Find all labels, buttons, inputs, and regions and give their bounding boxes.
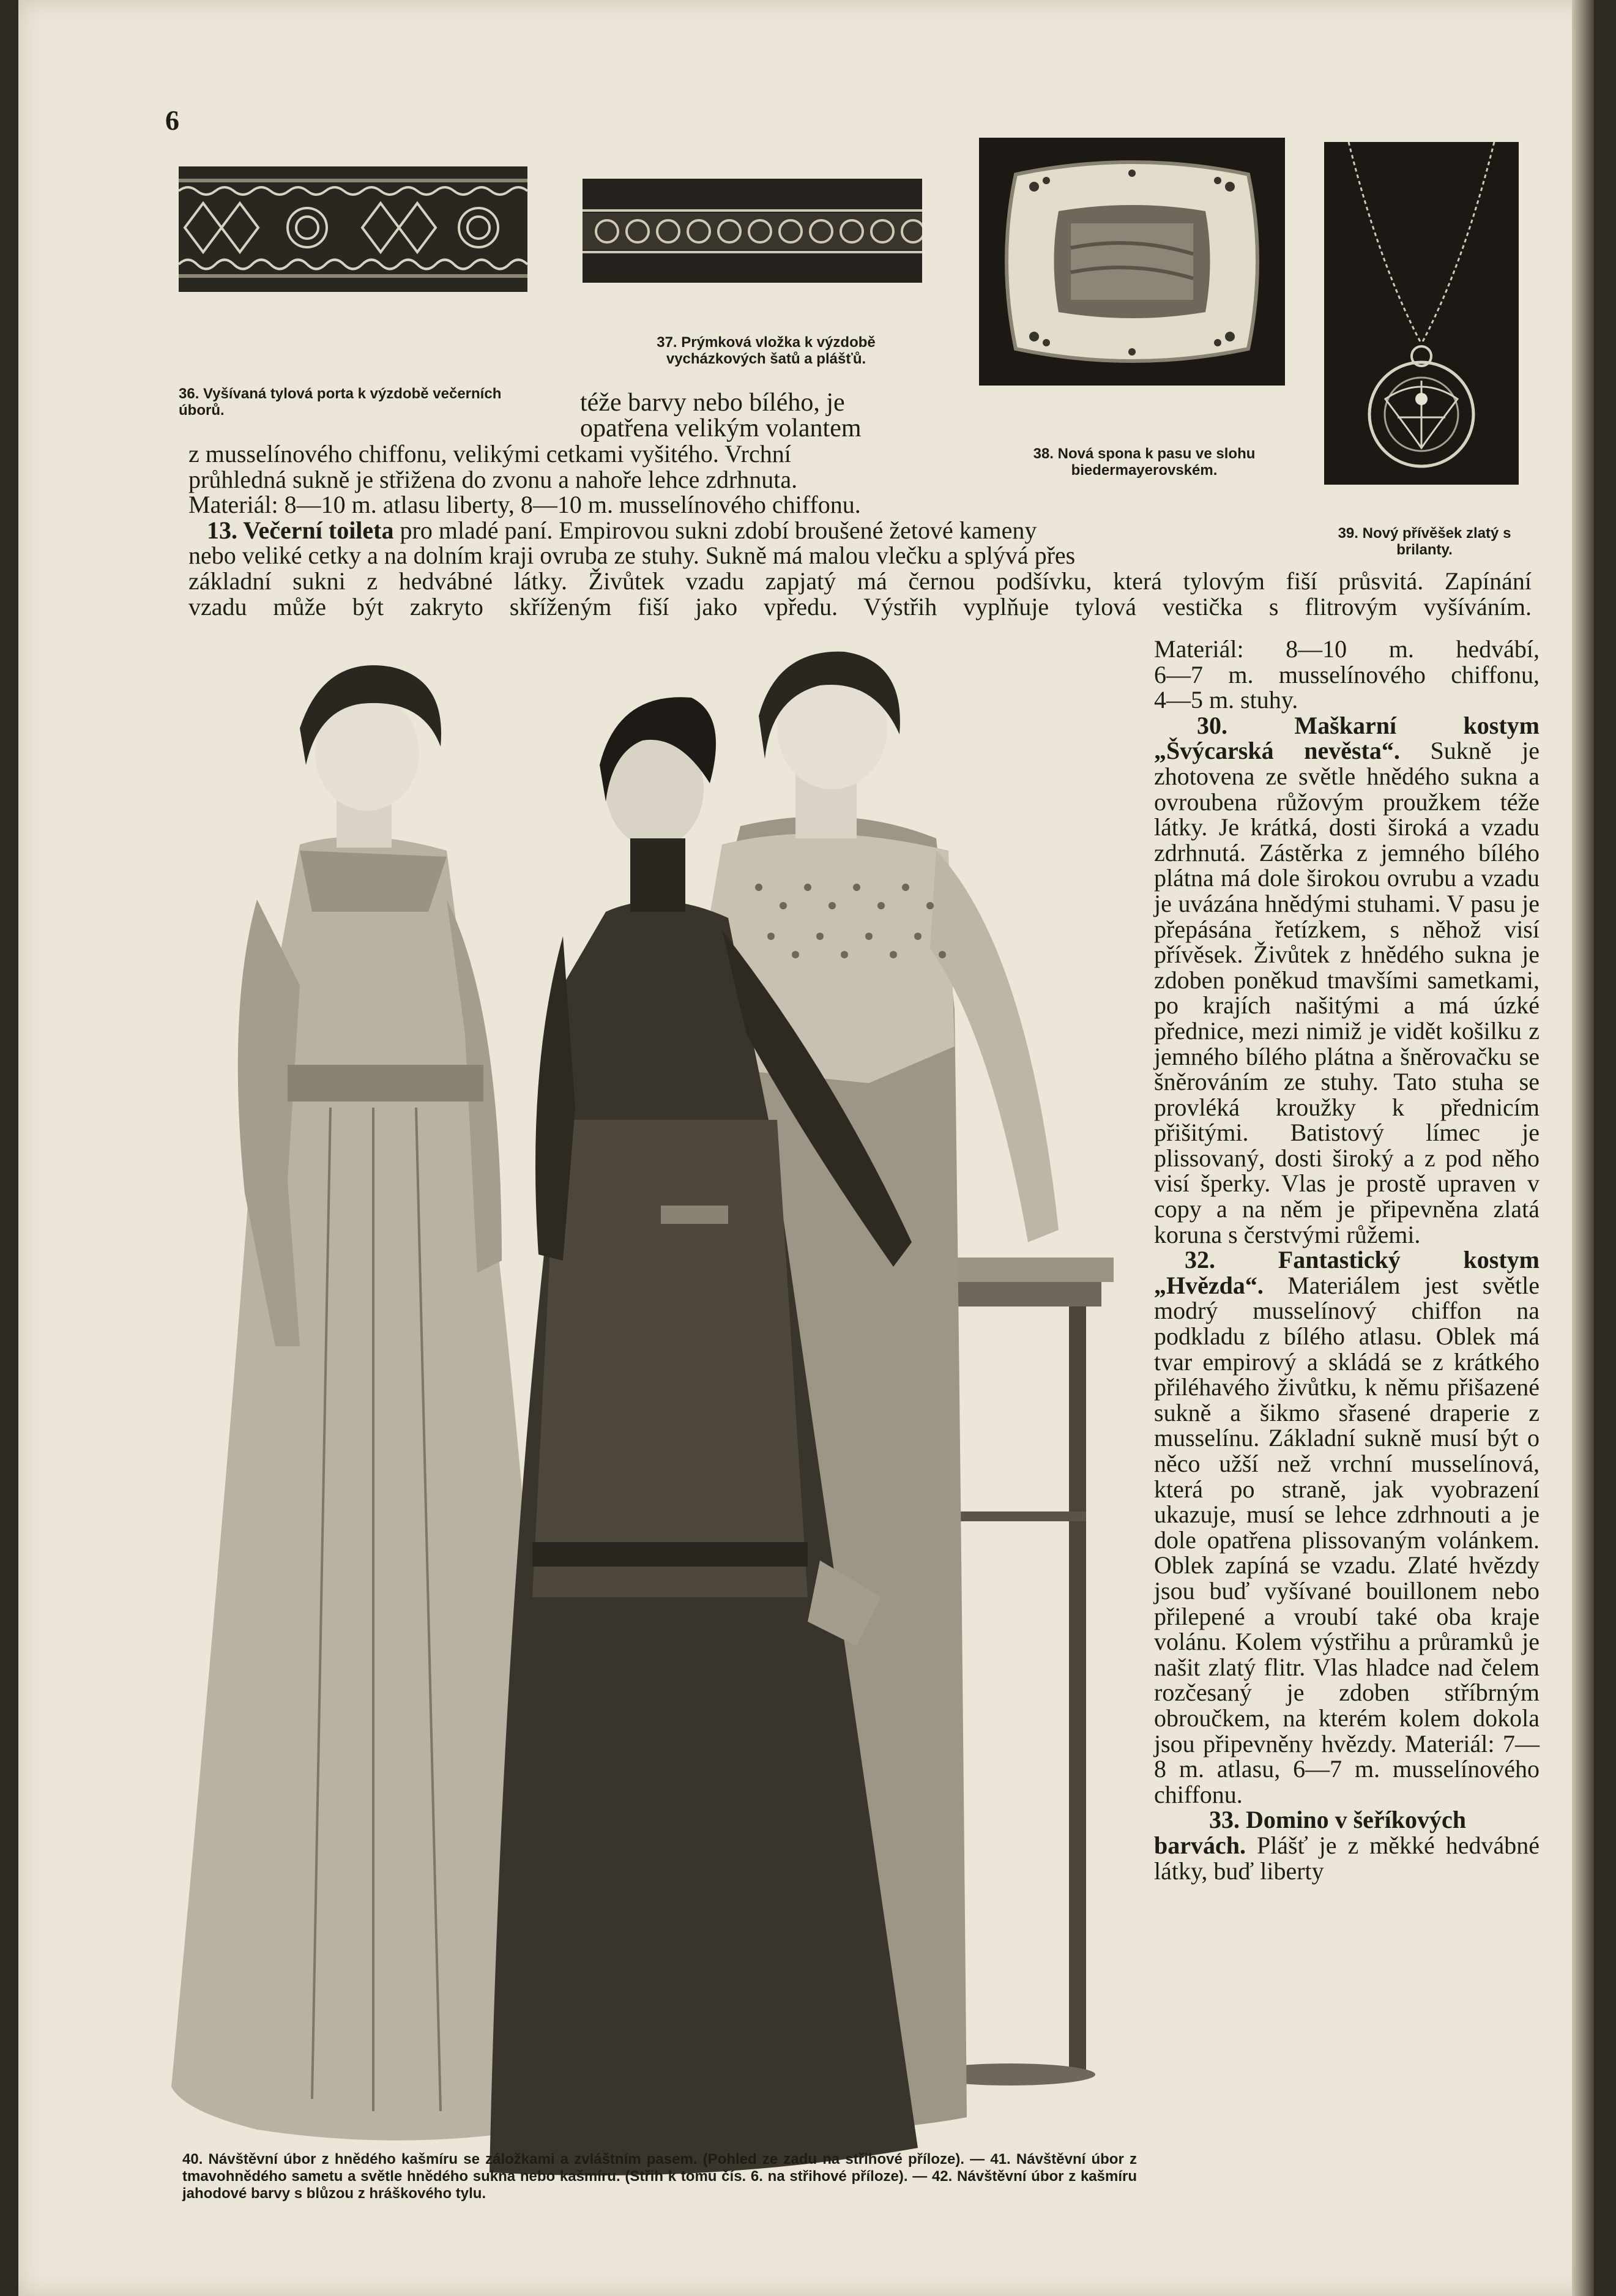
section-heading-30: 30. Maškarní kostym: [1197, 711, 1540, 739]
section-heading-13: 13. Večerní toileta: [207, 516, 394, 544]
illustration-caption-40-42: 40. Návštěvní úbor z hnědého kašmíru se záložkami a zvláštním pasem. (Pohled ze zadu na střihové příloze). — 41. Návštěvní úbor z tmavohnědého sametu a světle hnědého sukna nebo kašmíru. (Střih k tomu čís. 6. na střihové příloze). — 42. Návštěvní úbor z kašmíru jahodové barvy s blůzou z hráškového tylu.: [182, 2151, 1137, 2202]
text-line: opatřena velikým volantem: [580, 414, 862, 442]
text-line: téže barvy nebo bílého, je: [580, 389, 845, 417]
fig36-caption: 36. Vyšívaná tylová porta k výzdobě večerních úborů.: [179, 386, 502, 419]
text-line: základní sukni z hedvábné látky. Živůtek vzadu zapjatý má černou podšívku, která tylovým fiší průsvitá. Zapínání: [188, 567, 1532, 595]
fig39-gold-pendant-image: [1324, 142, 1519, 485]
text-line: vzadu může být zakryto skříženým fiší jako vpředu. Výstřih vyplňuje tylová vestička s flitrovým vyšíváním.: [188, 592, 1532, 621]
material-line: Materiál: 8—10 m. hedvábí,: [1154, 635, 1540, 663]
fig37-caption: 37. Prýmková vložka k výzdobě vycházkových šatů a plášťů.: [657, 334, 876, 367]
section-33-text: Plášť je z měkké hedvábné látky, buď liberty: [1154, 1831, 1540, 1885]
fashion-illustration-three-dresses: [159, 643, 1150, 2191]
material-line: 6—7 m. musselínového chiffonu,: [1154, 660, 1540, 688]
fig38-caption: 38. Nová spona k pasu ve slohu biedermayerovském.: [1033, 445, 1256, 479]
section-title-32: „Hvězda“.: [1154, 1271, 1264, 1299]
fig37-braid-insert-image: [583, 179, 922, 283]
page-number: 6: [165, 105, 179, 136]
section-30-text: Sukně je zhotovena ze světle hnědého sukna a ovroubena růžovým proužkem téže látky. Je krátká, dosti široká a vzadu zdrhnutá. Zástěrka z jemného bílého plátna má dole širokou ovrubu a vzadu je uvázána hnědými stuhami. V pasu je přepásána řetízkem, s něhož visí přívěsek. Živůtek z hnědého sukna je zdoben poněkud tmavšími sametkami, po krajích našitými a má úzké přednice, mezi nimiž je vidět košilku z jemného bílého plátna a šněrovačku se šněrováním ze stuhy. Tato stuha se provléká kroužky k přednicím přišitými. Batistový límec je plissovaný, dosti široký a z pod něho visí šperky. Vlas je prostě upraven v copy a na něm je připevněna zlatá koruna s čerstvými růžemi.: [1154, 737, 1540, 1248]
section-32-text: Materiálem jest světle modrý musselínový chiffon na podkladu z bílého atlasu. Oblek má tvar empirový a skládá se z krátkého přiléhavého živůtku, k němu přišazené sukně a šikmo sřasené draperie z musselínu. Základní sukně musí být o něco užší než vrchní musselínová, která po straně, jak vyobrazení ukazuje, musí se lehce zdrhnouti a je dole opatřena plissovaným volánkem. Oblek zapíná se vzadu. Zlaté hvězdy jsou buď vyšívané bouillonem nebo přilepené a vroubí také oba kraje volánu. Kolem výstřihu a průramků je našit zlatý flitr. Vlas hladce nad čelem rozčesaný je zdoben stříbrným obroučkem, na kterém kolem dokola jsou připevněny hvězdy. Materiál: 7—8 m. atlasu, 6—7 m. musselínového chiffonu.: [1154, 1271, 1540, 1808]
material-line: 4—5 m. stuhy.: [1154, 686, 1298, 714]
page-spine-shadow: [1572, 0, 1594, 2296]
fig39-caption: 39. Nový přívěšek zlatý s brilanty.: [1338, 525, 1511, 558]
fig36-lace-border-image: [179, 166, 527, 292]
section-title-33: barvách.: [1154, 1831, 1246, 1859]
text-line: z musselínového chiffonu, velikými cetkami vyšitého. Vrchní: [188, 440, 791, 468]
fig38-belt-buckle-image: [979, 138, 1285, 386]
text-line: nebo veliké cetky a na dolním kraji ovruba ze stuhy. Sukně má malou vlečku a splývá přes: [188, 542, 1076, 569]
section-heading-32: 32. Fantastický kostym: [1185, 1246, 1540, 1274]
section-title-30: „Švýcarská nevěsta“.: [1154, 737, 1400, 765]
text-line: 13. Večerní toileta pro mladé paní. Empirovou sukni zdobí broušené žetové kameny: [207, 516, 1037, 544]
text-line: průhledná sukně je střižena do zvonu a nahoře lehce zdrhnuta.: [188, 465, 798, 493]
article-body-wide: [188, 568, 1532, 619]
section-heading-33: 33. Domino v šeříkových: [1209, 1806, 1466, 1834]
text-line: Materiál: 8—10 m. atlasu liberty, 8—10 m. musselínového chiffonu.: [188, 491, 861, 518]
article-body-top: [188, 390, 1278, 568]
magazine-page: [18, 0, 1594, 2296]
right-text-column: [1154, 636, 1540, 1884]
